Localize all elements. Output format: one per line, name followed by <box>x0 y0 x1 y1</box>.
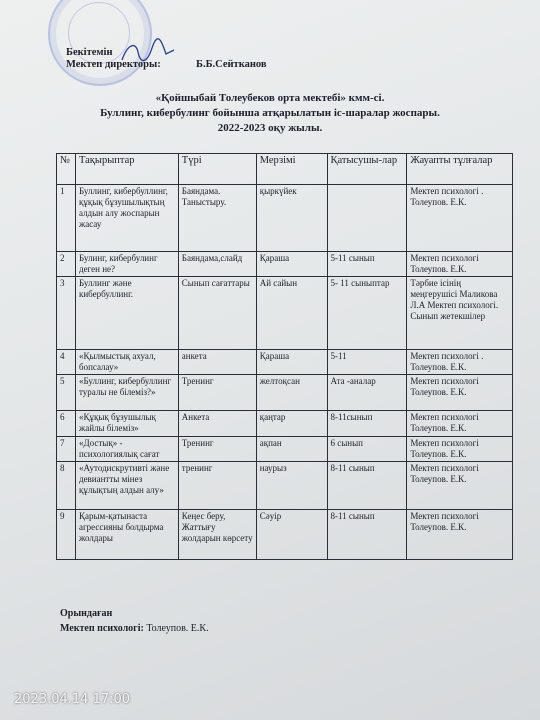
row-type: Баяндама,слайд <box>178 252 256 277</box>
row-responsible: Тәрбие ісінің меңгерушісі Маликова Л.А Мектеп психологі. Сынып жетекшілер <box>407 277 513 350</box>
row-number: 1 <box>57 185 76 252</box>
row-responsible: Мектеп психологі . Толеупов. Е.К. <box>407 185 513 252</box>
row-participants: 5- 11 сыныптар <box>327 277 407 350</box>
row-responsible: Мектеп психологі Толеупов. Е.К. <box>407 252 513 277</box>
table-row <box>57 375 513 411</box>
table-row <box>57 350 513 375</box>
row-topic: Буллинг, кибербуллинг, құқық бұзушылықтың алдын алу жоспарын жасау <box>75 185 178 252</box>
plan-title: Буллинг, кибербулинг бойынша атқарылатын іс-шаралар жоспары. <box>100 107 440 119</box>
row-type: Баяндама. Таныстыру. <box>178 185 256 252</box>
approval-block <box>66 47 267 71</box>
table-row <box>57 252 513 277</box>
table-row <box>57 462 513 510</box>
row-participants: 8-11сынып <box>327 411 407 437</box>
col-participants: Қатысушы-лар <box>327 154 407 185</box>
events-table <box>56 153 513 560</box>
row-date: қыркүйек <box>256 185 327 252</box>
row-type: Кеңес беру, Жаттығу жолдарын көрсету <box>178 510 256 560</box>
row-responsible: Мектеп психологі . Толеупов. Е.К. <box>407 350 513 375</box>
row-topic: «Қылмыстық ахуал, бопсалау» <box>75 350 178 375</box>
row-topic: Буллинг және кибербуллинг. <box>75 277 178 350</box>
row-topic: Қарым-қатынаста агрессияны болдырма жолдары <box>75 510 178 560</box>
row-topic: «Достық» - психологиялық сағат <box>75 437 178 462</box>
row-date: Қараша <box>256 252 327 277</box>
row-number: 8 <box>57 462 76 510</box>
prepared-by-label: Орындаған <box>60 608 113 619</box>
approval-label: Бекітемін <box>66 47 113 58</box>
row-participants: 5-11 <box>327 350 407 375</box>
row-number: 4 <box>57 350 76 375</box>
school-title: «Қойшыбай Толеубеков орта мектебі» кмм-сі. <box>155 92 385 104</box>
row-date: Сәуір <box>256 510 327 560</box>
table-row <box>57 437 513 462</box>
row-date: ақпан <box>256 437 327 462</box>
row-date: желтоқсан <box>256 375 327 411</box>
row-responsible: Мектеп психологі Толеупов. Е.К. <box>407 375 513 411</box>
col-responsible: Жауапты тұлғалар <box>407 154 513 185</box>
row-topic: «Аутодискрутивті және девиантты мінез құлықтың алдын алу» <box>75 462 178 510</box>
photo-timestamp: 2023.04.14 17:00 <box>14 692 131 707</box>
row-type: тренинг <box>178 462 256 510</box>
row-participants: 8-11 сынып <box>327 462 407 510</box>
row-number: 3 <box>57 277 76 350</box>
row-date: Қараша <box>256 350 327 375</box>
psychologist-name: Толеупов. Е.К. <box>146 623 209 634</box>
table-row <box>57 185 513 252</box>
row-type: Анкета <box>178 411 256 437</box>
table-row <box>57 277 513 350</box>
col-type: Түрі <box>178 154 256 185</box>
row-participants: 8-11 сынып <box>327 510 407 560</box>
row-date: наурыз <box>256 462 327 510</box>
row-topic: Булинг, кибербулинг деген не? <box>75 252 178 277</box>
col-topics: Тақырыптар <box>75 154 178 185</box>
row-participants: 5-11 сынып <box>327 252 407 277</box>
prepared-by-line <box>60 623 209 635</box>
row-type: Тренинг <box>178 375 256 411</box>
row-date: Ай сайын <box>256 277 327 350</box>
row-participants: 6 сынып <box>327 437 407 462</box>
academic-year: 2022-2023 оқу жылы. <box>217 122 323 134</box>
row-number: 6 <box>57 411 76 437</box>
row-participants <box>327 185 407 252</box>
table-header-row <box>57 154 513 185</box>
row-number: 9 <box>57 510 76 560</box>
row-responsible: Мектеп психологі Толеупов. Е.К. <box>407 437 513 462</box>
row-number: 5 <box>57 375 76 411</box>
psychologist-role: Мектеп психологі: <box>60 623 144 634</box>
col-date: Мерзімі <box>256 154 327 185</box>
director-role: Мектеп директоры: <box>66 59 161 70</box>
director-name: Б.Б.Сейтканов <box>196 59 267 70</box>
row-type: Сынып сағаттары <box>178 277 256 350</box>
table-row <box>57 510 513 560</box>
row-type: Тренинг <box>178 437 256 462</box>
table-row <box>57 411 513 437</box>
row-participants: Ата -аналар <box>327 375 407 411</box>
row-date: қаңтар <box>256 411 327 437</box>
row-responsible: Мектеп психологі Толеупов. Е.К. <box>407 411 513 437</box>
col-number: № <box>57 154 76 185</box>
row-responsible: Мектеп психологі Толеупов. Е.К. <box>407 462 513 510</box>
row-number: 2 <box>57 252 76 277</box>
row-responsible: Мектеп психологі Толеупов. Е.К. <box>407 510 513 560</box>
row-topic: «Құқық бұзушылық жайлы білеміз» <box>75 411 178 437</box>
row-topic: «Буллинг, кибербуллинг туралы не білеміз?» <box>75 375 178 411</box>
row-number: 7 <box>57 437 76 462</box>
row-type: анкета <box>178 350 256 375</box>
